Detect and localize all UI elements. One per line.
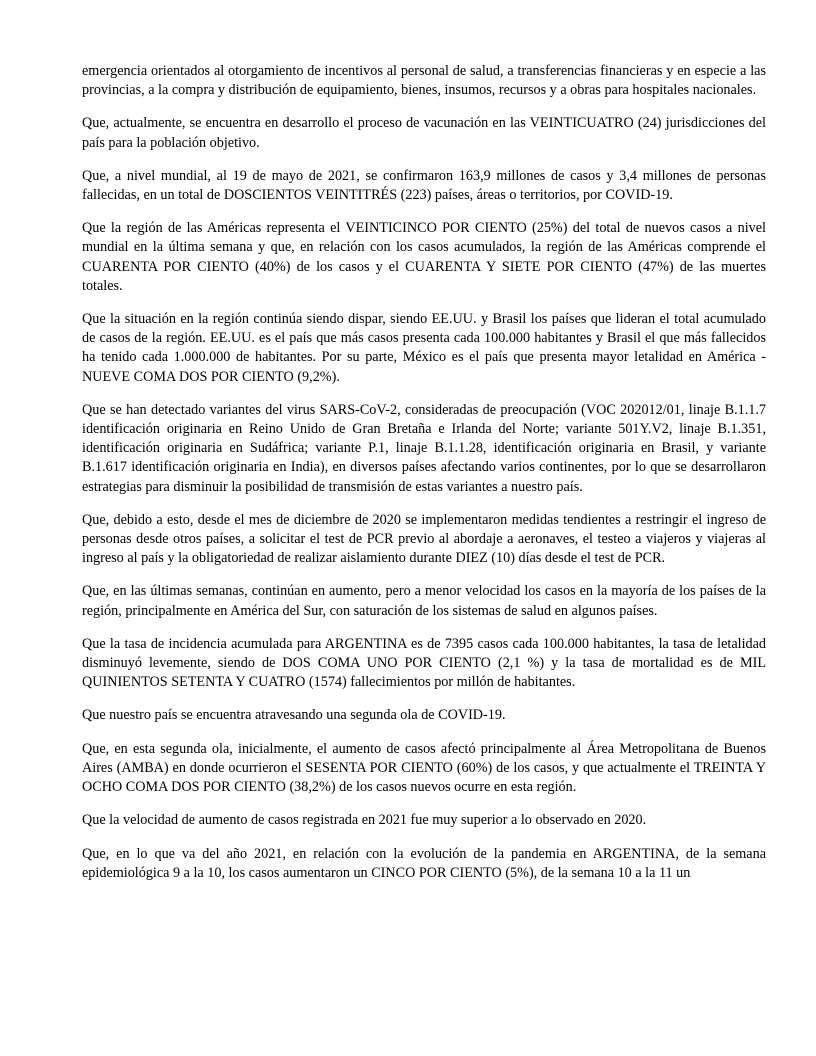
paragraph-11: Que, en esta segunda ola, inicialmente, el aumento de casos afectó principalmente al Área Metropolitana de Buenos Aires (AMBA) en donde ocurrieron el SESENTA POR CIENTO (60%) de los casos, y que actualmente el TREINTA Y OCHO COMA DOS POR CIENTO (38,2%) de los casos nuevos ocurre en esta región.	[82, 740, 766, 796]
paragraph-8: Que, en las últimas semanas, continúan en aumento, pero a menor velocidad los casos en la mayoría de los países de la región, principalmente en América del Sur, con saturación de los sistemas de salud en algunos países.	[82, 583, 766, 619]
paragraph-10: Que nuestro país se encuentra atravesando una segunda ola de COVID-19.	[82, 707, 506, 724]
paragraph-1: emergencia orientados al otorgamiento de incentivos al personal de salud, a transferencias financieras y en especie a las provincias, a la compra y distribución de equipamiento, bienes, insumos, recursos y a obras para hospitales nacionales.	[82, 63, 766, 99]
paragraph-7: Que, debido a esto, desde el mes de diciembre de 2020 se implementaron medidas tendientes a restringir el ingreso de personas desde otros países, a solicitar el test de PCR previo al abordaje a aeronaves, el testeo a viajeros y viajeras al ingreso al país y la obligatoriedad de realizar aislamiento durante DIEZ (10) días desde el test de PCR.	[82, 511, 766, 567]
paragraph-12: Que la velocidad de aumento de casos registrada en 2021 fue muy superior a lo observado en 2020.	[82, 812, 647, 829]
document-page	[82, 62, 766, 897]
paragraph-13: Que, en lo que va del año 2021, en relación con la evolución de la pandemia en ARGENTINA, de la semana epidemiológica 9 a la 10, los casos aumentaron un CINCO POR CIENTO (5%), de la semana 10 a la 11 un	[82, 845, 766, 881]
paragraph-2: Que, actualmente, se encuentra en desarrollo el proceso de vacunación en las VEINTICUATRO (24) jurisdicciones del país para la población objetivo.	[82, 115, 766, 151]
paragraph-4: Que la región de las Américas representa el VEINTICINCO POR CIENTO (25%) del total de nuevos casos a nivel mundial en la última semana y que, en relación con los casos acumulados, la región de las Américas comprende el CUARENTA POR CIENTO (40%) de los casos y el CUARENTA Y SIETE POR CIENTO (47%) de las muertes totales.	[82, 220, 766, 294]
paragraph-5: Que la situación en la región continúa siendo dispar, siendo EE.UU. y Brasil los países que lideran el total acumulado de casos de la región. EE.UU. es el país que más casos presenta cada 100.000 habitantes y Brasil el que más fallecidos ha tenido cada 1.000.000 de habitantes. Por su parte, México es el país que presenta mayor letalidad en América -NUEVE COMA DOS POR CIENTO (9,2%).	[82, 311, 766, 385]
paragraph-9: Que la tasa de incidencia acumulada para ARGENTINA es de 7395 casos cada 100.000 habitantes, la tasa de letalidad disminuyó levemente, siendo de DOS COMA UNO POR CIENTO (2,1 %) y la tasa de mortalidad es de MIL QUINIENTOS SETENTA Y CUATRO (1574) fallecimientos por millón de habitantes.	[82, 635, 766, 691]
paragraph-6: Que se han detectado variantes del virus SARS-CoV-2, consideradas de preocupación (VOC 202012/01, linaje B.1.1.7 identificación originaria en Reino Unido de Gran Bretaña e Irlanda del Norte; variante 501Y.V2, linaje B.1.351, identificación originaria en Sudáfrica; variante P.1, linaje B.1.1.28, identificación originaria en Brasil, y variante B.1.617 identificación originaria en India), en diversos países afectando varios continentes, por lo que se desarrollaron estrategias para disminuir la posibilidad de transmisión de estas variantes a nuestro país.	[82, 401, 766, 495]
paragraph-3: Que, a nivel mundial, al 19 de mayo de 2021, se confirmaron 163,9 millones de casos y 3,4 millones de personas fallecidas, en un total de DOSCIENTOS VEINTITRÉS (223) países, áreas o territorios, por COVID-19.	[82, 167, 766, 204]
